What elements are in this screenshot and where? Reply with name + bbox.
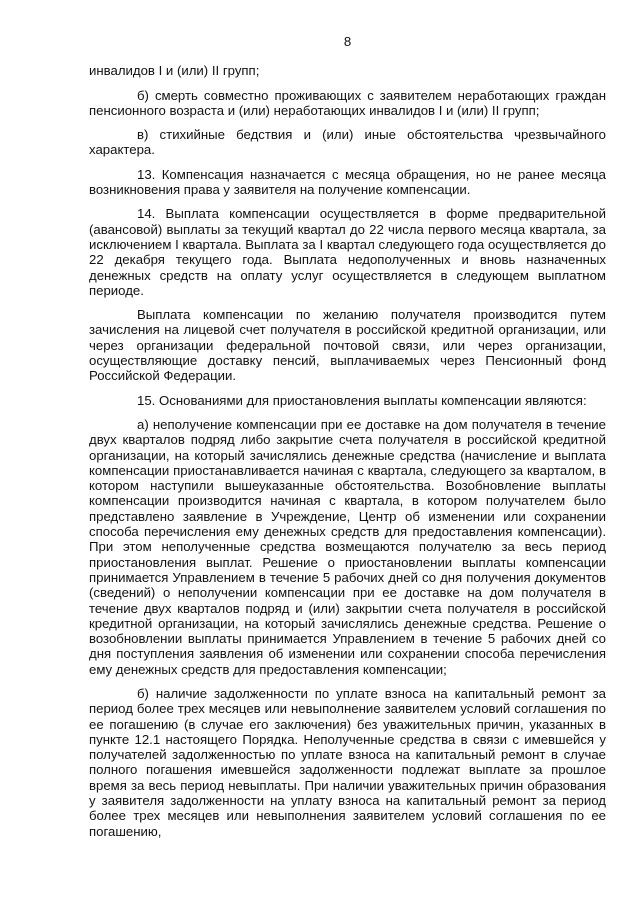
paragraph-v-disasters: в) стихийные бедствия и (или) иные обстоятельства чрезвычайного характера.: [89, 127, 606, 158]
paragraph-15-a: а) неполучение компенсации при ее доставке на дом получателя в течение двух кварталов подряд либо закрытие счета получателя в российской кредитной организации, на который зачислялись денежные средства (начисление и выплата компенсации приостанавливается начиная с квартала, следующего за кварталом, в котором наступили вышеуказанные обстоятельства. Возобновление выплаты компенсации производится начиная с квартала, в котором получателем было представлено заявление в Учреждение, Центр об изменении или сохранении способа перечисления ему денежных средств для предоставления компенсации). При этом неполученные средства возмещаются получателю за весь период приостановления выплат. Решение о приостановлении выплаты компенсации принимается Управлением в течение 5 рабочих дней со дня получения документов (сведений) о неполучении компенсации при ее доставке на дом получателя в течение двух кварталов подряд и (или) закрытии счета получателя в российской кредитной организации, на который зачислялись денежные средства. Решение о возобновлении выплаты принимается Управлением в течение 5 рабочих дней со дня поступления заявления об изменении или сохранении способа перечисления ему денежных средств для предоставления компенсации;: [89, 416, 606, 677]
paragraph-payment-method: Выплата компенсации по желанию получателя производится путем зачисления на лицевой счет получателя в российской кредитной организации, или через организации федеральной почтовой связи, или через организации, осуществляющие доставку пенсий, выплачиваемых через Пенсионный фонд Российской Федерации.: [89, 307, 606, 384]
paragraph-13: 13. Компенсация назначается с месяца обращения, но не ранее месяца возникновения права у заявителя на получение компенсации.: [89, 166, 606, 198]
paragraph-15-b: б) наличие задолженности по уплате взноса на капитальный ремонт за период более трех месяцев или невыполнение заявителем условий соглашения по ее погашению (в случае его заключения) без уважительных причин, указанных в пункте 12.1 настоящего Порядка. Неполученные средства в связи с имевшейся у получателей задолженностью по уплате взноса на капитальный ремонт в случае полного погашения имевшейся задолженности подлежат выплате за прошлое время за весь период невыплаты. При наличии уважительных причин образования у заявителя задолженности на уплату взноса на капитальный ремонт за период более трех месяцев или невыполнения заявителем условий соглашения по ее погашению,: [89, 685, 606, 839]
paragraph-14: 14. Выплата компенсации осуществляется в форме предварительной (авансовой) выплаты за текущий квартал до 22 числа первого месяца квартала, за исключением I квартала. Выплата за I квартал следующего года осуществляется до 22 декабря текущего года. Выплата недополученных и вновь назначенных денежных средств на оплату услуг осуществляется в следующем выплатном периоде.: [89, 206, 606, 298]
paragraph-disability-groups-end: инвалидов I и (или) II групп;: [89, 63, 260, 79]
document-body: [89, 63, 606, 839]
paragraph-15: 15. Основаниями для приостановления выплаты компенсации являются:: [137, 392, 587, 408]
paragraph-b-death: б) смерть совместно проживающих с заявителем неработающих граждан пенсионного возраста и (или) неработающих инвалидов I и (или) II групп;: [89, 87, 606, 118]
page-number: 8: [343, 34, 352, 49]
